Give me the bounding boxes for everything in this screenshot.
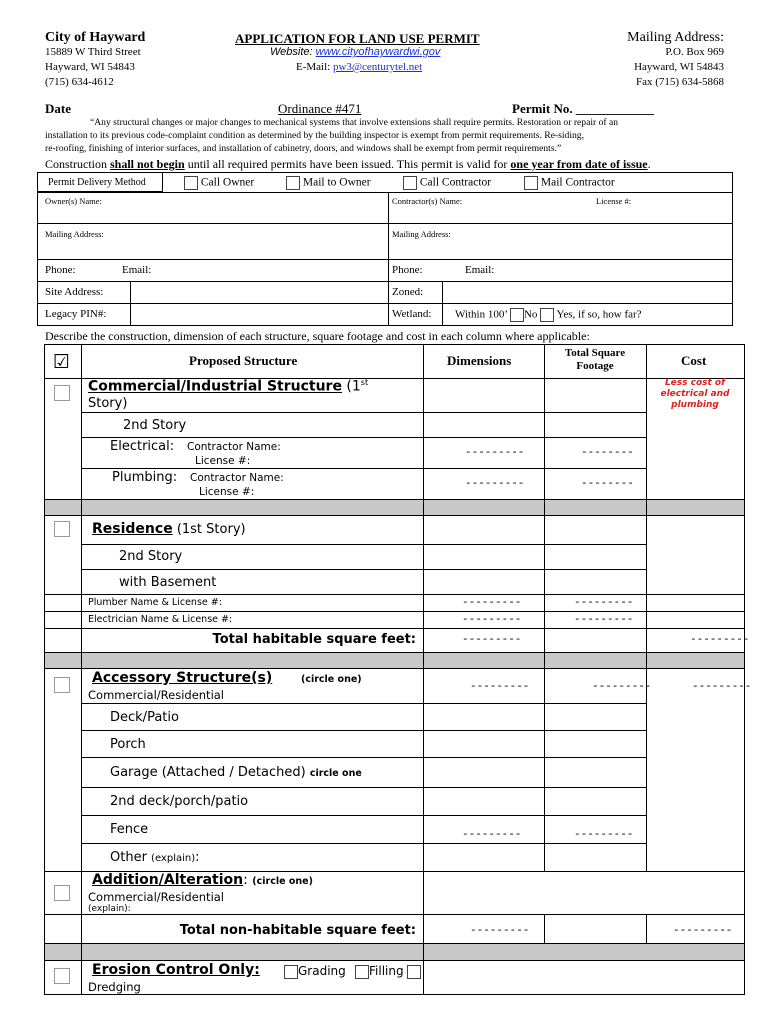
page-title: APPLICATION FOR LAND USE PERMIT <box>235 31 480 46</box>
less-cost-note: Less cost of electrical and plumbing <box>660 378 730 410</box>
electrical-license: License #: <box>195 455 251 467</box>
checkbox[interactable] <box>284 965 298 979</box>
wetland-label: Wetland: <box>392 308 432 320</box>
deck-patio: Deck/Patio <box>110 710 179 725</box>
col-cost: Cost <box>681 353 707 368</box>
website-link[interactable]: www.cityofhaywardwi.gov <box>315 46 441 58</box>
delivery-mail-owner[interactable]: Mail to Owner <box>286 176 371 190</box>
site-address-label: Site Address: <box>45 286 104 298</box>
wetland-within: Within 100’ No Yes, if so, how far? <box>455 308 642 321</box>
total-habitable-label: Total habitable square feet: <box>212 632 416 647</box>
notice-line-2: installation to its previous code-complaint condition as determined by the building inspector is exempt from permit requirements. Re-siding, <box>45 130 585 141</box>
accessory-circle-one: (circle one) <box>301 674 362 685</box>
describe-instructions: Describe the construction, dimension of each structure, square footage and cost in each column where applicable: <box>45 329 590 343</box>
habitable-cost-dash: --------- <box>690 634 750 646</box>
erosion-label: Erosion Control Only: <box>92 962 260 978</box>
fence-dim-dash: --------- <box>462 829 522 841</box>
website-line: Website: www.cityofhaywardwi.gov <box>270 46 441 58</box>
email-link[interactable]: pw3@centurytel.net <box>332 61 423 73</box>
permit-number[interactable]: Permit No. ____________ <box>512 101 654 116</box>
accessory-dim-dash: --------- <box>470 681 530 693</box>
contractor-name-field[interactable]: Contractor(s) Name: <box>392 196 463 206</box>
fence: Fence <box>110 822 149 837</box>
garage: Garage (Attached / Detached) circle one <box>110 765 362 780</box>
plumber-dim-dash: --------- <box>462 597 522 609</box>
plumbing-label: Plumbing: <box>112 470 178 485</box>
electrical-sqft-dash: -------- <box>581 447 634 459</box>
plumbing-sqft-dash: -------- <box>581 478 634 490</box>
commercial-structure: Commercial/Industrial Structure (1st <box>88 378 369 395</box>
checkbox[interactable] <box>403 176 417 190</box>
fence-sqft-dash: --------- <box>574 829 634 841</box>
separator-row <box>44 943 745 960</box>
addition-label: Addition/Alteration: (circle one) <box>92 872 313 888</box>
commercial-checkbox[interactable] <box>54 385 70 401</box>
checkbox[interactable] <box>184 176 198 190</box>
residence-label: Residence (1st Story) <box>92 521 246 537</box>
commercial-story: Story) <box>88 396 128 411</box>
checkbox[interactable] <box>286 176 300 190</box>
non-habitable-dim-dash: --------- <box>470 925 530 937</box>
erosion-checkbox[interactable] <box>54 968 70 984</box>
plumber-sqft-dash: --------- <box>574 597 634 609</box>
delivery-call-owner[interactable]: Call Owner <box>184 176 254 190</box>
date-label: Date <box>45 101 71 116</box>
electrical-contractor: Contractor Name: <box>187 441 281 453</box>
checkbox[interactable] <box>407 965 421 979</box>
residence-checkbox[interactable] <box>54 521 70 537</box>
delivery-call-contractor[interactable]: Call Contractor <box>403 176 491 190</box>
plumbing-contractor: Contractor Name: <box>190 472 284 484</box>
accessory-checkbox[interactable] <box>54 677 70 693</box>
plumber-license-label: Plumber Name & License #: <box>88 597 222 608</box>
plumbing-dim-dash: --------- <box>465 478 525 490</box>
owner-mailing-field[interactable]: Mailing Address: <box>45 229 104 239</box>
erosion-dredging: Dredging <box>88 980 141 994</box>
separator-row <box>44 499 745 515</box>
total-non-habitable-label: Total non-habitable square feet: <box>179 923 416 938</box>
contractor-mailing-field[interactable]: Mailing Address: <box>392 229 451 239</box>
porch: Porch <box>110 737 146 752</box>
col-total-sqft: Total Square Footage <box>564 347 626 372</box>
electrical-dim-dash: --------- <box>465 447 525 459</box>
ordinance: Ordinance #471 <box>278 101 362 116</box>
col-proposed-structure: Proposed Structure <box>189 353 298 368</box>
mailing-title: Mailing Address: <box>627 30 724 45</box>
erosion-grading: Grading <box>284 964 346 979</box>
electrical-label: Electrical: <box>110 439 175 454</box>
city-phone: (715) 634-4612 <box>45 76 114 88</box>
city-address-city: Hayward, WI 54843 <box>45 61 135 73</box>
city-address-street: 15889 W Third Street <box>45 46 141 58</box>
plumbing-license: License #: <box>199 486 255 498</box>
owner-name-field[interactable]: Owner(s) Name: <box>45 196 102 206</box>
accessory-comm-res: Commercial/Residential <box>88 688 225 702</box>
electrician-license-label: Electrician Name & License #: <box>88 614 233 625</box>
construction-notice: Construction shall not begin until all required permits have been issued. This permit is valid for one year from date of issue. <box>45 157 651 171</box>
second-deck: 2nd deck/porch/patio <box>110 794 249 809</box>
contractor-email-field[interactable]: Email: <box>465 264 495 276</box>
non-habitable-cost-dash: --------- <box>673 925 733 937</box>
electrician-dim-dash: --------- <box>462 614 522 626</box>
delivery-label: Permit Delivery Method <box>48 177 146 188</box>
po-box: P.O. Box 969 <box>665 46 724 58</box>
notice-line-3: re-roofing, finishing of interior surfaces, and installation of cabinetry, doors, and windows shall be exempt from permit requirements.” <box>45 143 562 154</box>
legacy-pin-label: Legacy PIN#: <box>45 308 107 320</box>
erosion-filling: Filling <box>355 964 421 979</box>
owner-email-field[interactable]: Email: <box>122 264 152 276</box>
addition-checkbox[interactable] <box>54 885 70 901</box>
electrician-sqft-dash: --------- <box>574 614 634 626</box>
license-field[interactable]: License #: <box>596 196 632 206</box>
addition-explain: (explain): <box>88 904 131 914</box>
checkbox[interactable] <box>524 176 538 190</box>
accessory-label: Accessory Structure(s) <box>92 670 273 686</box>
residence-basement: with Basement <box>119 575 217 590</box>
accessory-cost-dash: --------- <box>692 681 752 693</box>
habitable-dim-dash: --------- <box>462 634 522 646</box>
zoned-label: Zoned: <box>392 286 424 298</box>
city-name: City of Hayward <box>45 30 146 45</box>
checkbox[interactable] <box>510 308 524 322</box>
other: Other (explain): <box>110 850 200 865</box>
checkbox[interactable] <box>355 965 369 979</box>
commercial-2nd-story: 2nd Story <box>123 418 187 433</box>
addition-comm-res: Commercial/Residential <box>88 890 225 904</box>
email-line: E-Mail: pw3@centurytel.net <box>296 61 423 73</box>
separator-row <box>44 652 745 668</box>
delivery-mail-contractor[interactable]: Mail Contractor <box>524 176 615 190</box>
owner-phone-field[interactable]: Phone: <box>45 264 76 276</box>
accessory-sqft-dash: --------- <box>592 681 652 693</box>
header-checkbox-checked-icon[interactable]: ☑ <box>53 351 71 373</box>
contractor-phone-field[interactable]: Phone: <box>392 264 423 276</box>
notice-line-1: “Any structural changes or major changes to mechanical systems that involve extensions shall require permits. Restoration or repair of an <box>90 117 619 128</box>
checkbox[interactable] <box>540 308 554 322</box>
residence-2nd-story: 2nd Story <box>119 549 183 564</box>
mailing-city: Hayward, WI 54843 <box>634 61 724 73</box>
col-dimensions: Dimensions <box>447 353 512 368</box>
fax: Fax (715) 634-5868 <box>636 76 724 88</box>
